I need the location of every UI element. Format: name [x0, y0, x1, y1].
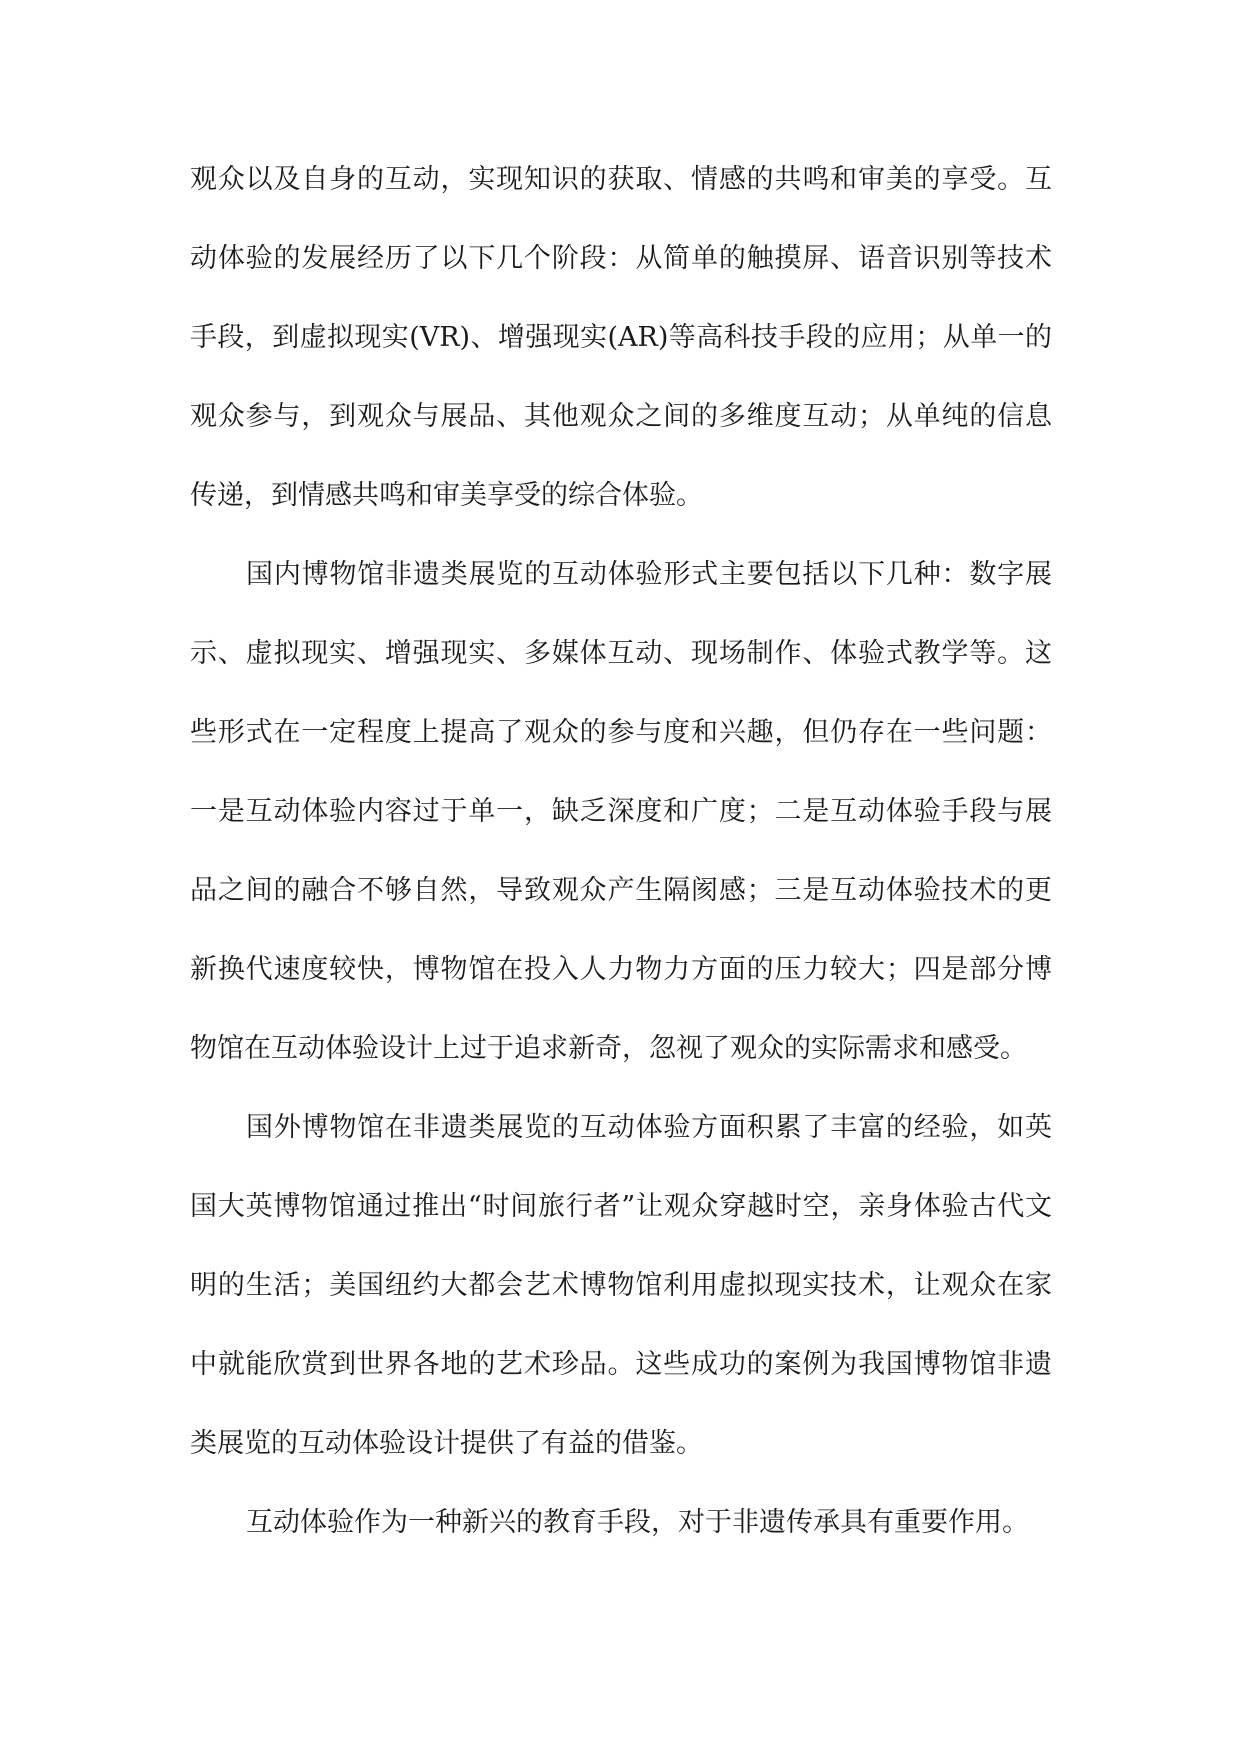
paragraph-3: 国外博物馆在非遗类展览的互动体验方面积累了丰富的经验，如英国大英博物馆通过推出“时间旅行者”让观众穿越时空，亲身体验古代文明的生活；美国纽约大都会艺术博物馆利用虚拟现实技术，让观众在家中就能欣赏到世界各地的艺术珍品。这些成功的案例为我国博物馆非遗类展览的互动体验设计提供了有益的借鉴。 — [190, 1112, 1052, 1459]
paragraph-2: 国内博物馆非遗类展览的互动体验形式主要包括以下几种：数字展示、虚拟现实、增强现实、多媒体互动、现场制作、体验式教学等。这些形式在一定程度上提高了观众的参与度和兴趣，但仍存在一些问题：一是互动体验内容过于单一，缺乏深度和广度；二是互动体验手段与展品之间的融合不够自然，导致观众产生隔阂感；三是互动体验技术的更新换代速度较快，博物馆在投入人力物力方面的压力较大；四是部分博物馆在互动体验设计上过于追求新奇，忽视了观众的实际需求和感受。 — [190, 559, 1052, 1064]
paragraph-1: 观众以及自身的互动，实现知识的获取、情感的共鸣和审美的享受。互动体验的发展经历了以下几个阶段：从简单的触摸屏、语音识别等技术手段，到虚拟现实(VR)、增强现实(AR)等高科技手段的应用；从单一的观众参与，到观众与展品、其他观众之间的多维度互动；从单纯的信息传递，到情感共鸣和审美享受的综合体验。 — [190, 164, 1052, 511]
paragraph-4: 互动体验作为一种新兴的教育手段，对于非遗传承具有重要作用。 — [246, 1507, 1029, 1538]
body-text — [190, 140, 1052, 1562]
